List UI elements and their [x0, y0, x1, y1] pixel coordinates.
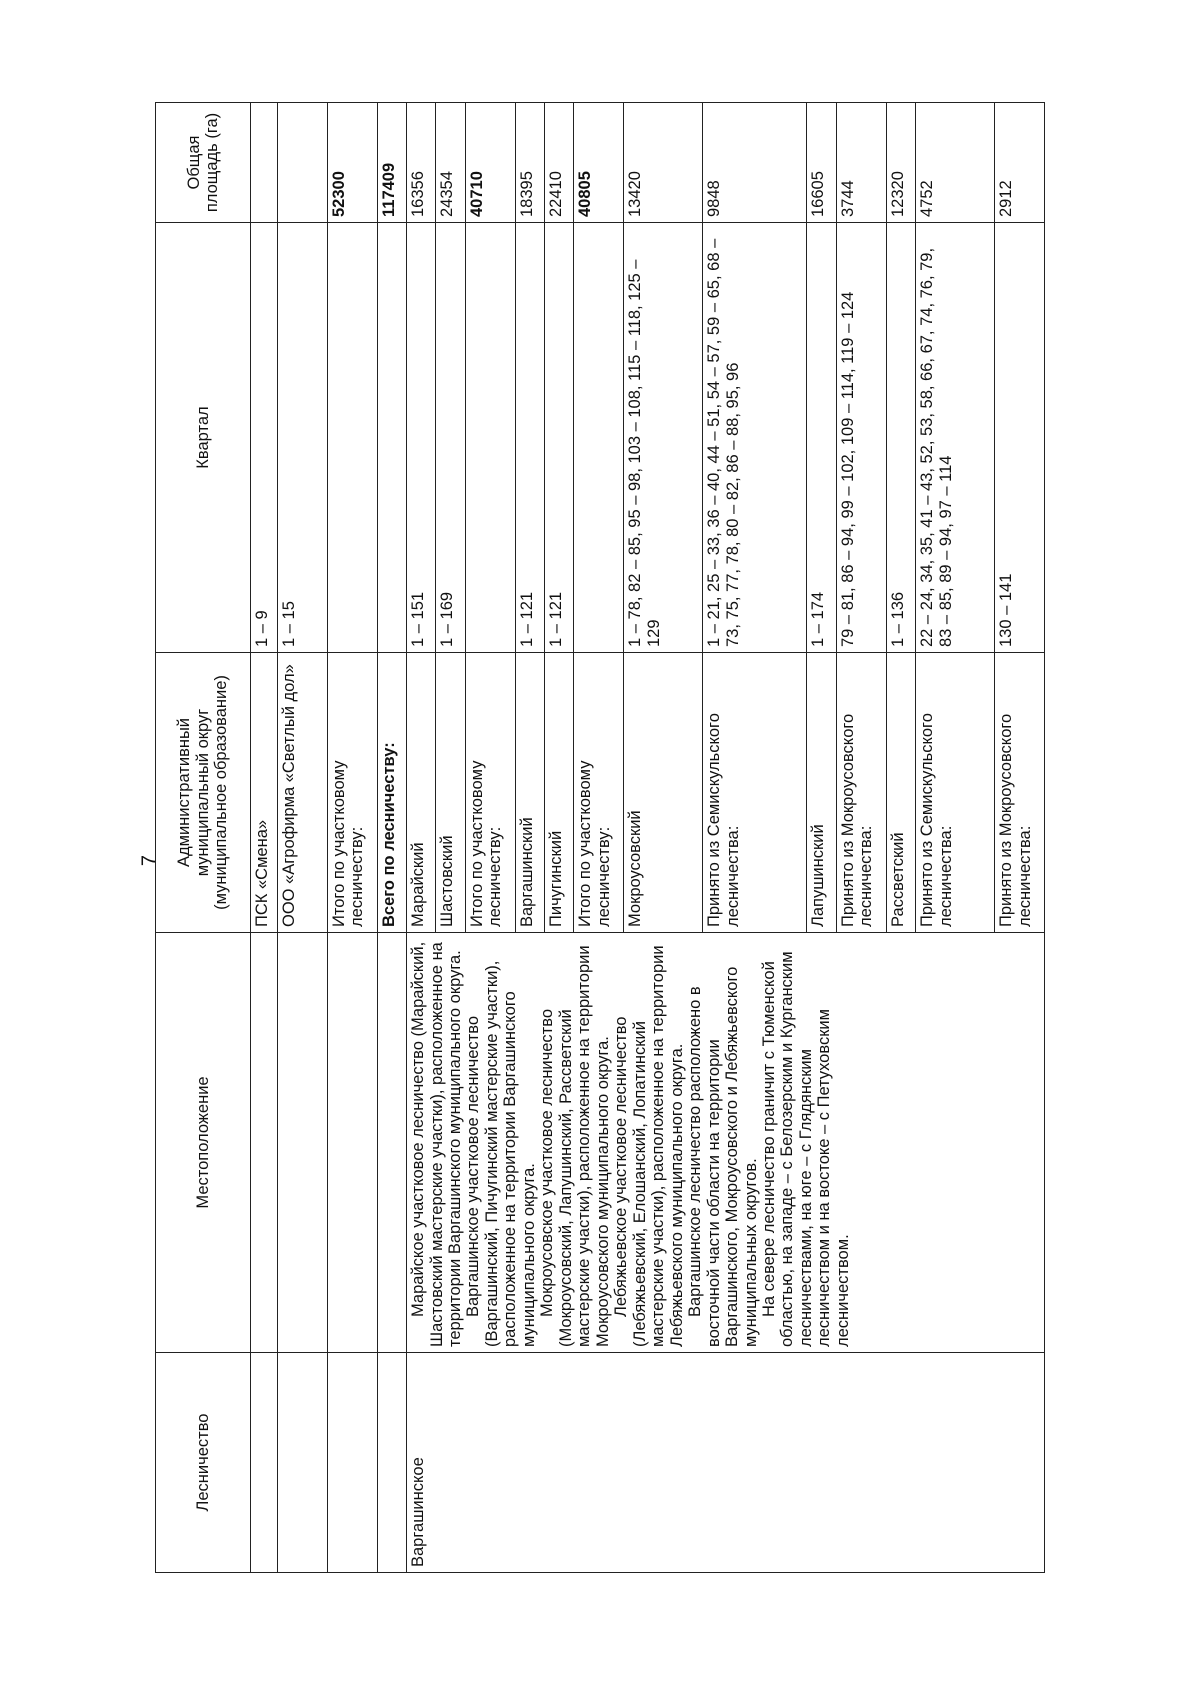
quarter-cell: 1 – 136	[886, 223, 915, 653]
district-cell: Марайский	[407, 653, 436, 933]
quarter-cell: 1 – 169	[436, 223, 465, 653]
quarter-cell: 1 – 78, 82 – 85, 95 – 98, 103 – 108, 115 – 118, 125 – 129	[624, 223, 703, 653]
header-district: Административный муниципальный округ (муниципальное образование)	[156, 653, 251, 933]
area-cell: 4752	[916, 103, 995, 223]
table-row	[278, 103, 328, 1573]
district-cell: Принято из Мокроусовского лесничества:	[836, 653, 886, 933]
header-area: Общая площадь (га)	[156, 103, 251, 223]
district-cell: Всего по лесничеству:	[377, 653, 406, 933]
quarter-cell: 1 – 121	[545, 223, 574, 653]
quarter-cell: 130 – 141	[995, 223, 1045, 653]
area-cell: 13420	[624, 103, 703, 223]
header-forestry: Лесничество	[156, 1353, 251, 1573]
area-cell: 24354	[436, 103, 465, 223]
district-cell: Шастовский	[436, 653, 465, 933]
area-cell: 18395	[515, 103, 544, 223]
quarter-cell: 1 – 21, 25 – 33, 36 – 40, 44 – 51, 54 – 57, 59 – 65, 68 – 73, 75, 77, 78, 80 – 82, 86 – 88, 95, 96	[703, 223, 807, 653]
header-quarter: Квартал	[156, 223, 251, 653]
quarter-cell: 1 – 9	[251, 223, 278, 653]
district-cell: Итого по участковому лесничеству:	[465, 653, 515, 933]
table-row	[377, 103, 406, 1573]
quarter-cell: 1 – 121	[515, 223, 544, 653]
district-cell: ООО «Агрофирма «Светлый дол»	[278, 653, 328, 933]
quarter-cell: 79 – 81, 86 – 94, 99 – 102, 109 – 114, 119 – 124	[836, 223, 886, 653]
area-cell: 16605	[807, 103, 836, 223]
district-cell: Принято из Семискульского лесничества:	[916, 653, 995, 933]
area-cell: 40805	[574, 103, 624, 223]
area-cell: 9848	[703, 103, 807, 223]
district-cell: Пичугинский	[545, 653, 574, 933]
area-cell	[278, 103, 328, 223]
forestry-name: Варгашинское	[407, 1353, 1045, 1573]
district-cell: Итого по участковому лесничеству:	[574, 653, 624, 933]
district-cell: Принято из Семискульского лесничества:	[703, 653, 807, 933]
quarter-cell: 22 – 24, 34, 35, 41 – 43, 52, 53, 58, 66, 67, 74, 76, 79, 83 – 85, 89 – 94, 97 – 114	[916, 223, 995, 653]
area-cell: 3744	[836, 103, 886, 223]
area-cell	[251, 103, 278, 223]
area-cell: 12320	[886, 103, 915, 223]
district-cell: Рассветский	[886, 653, 915, 933]
header-row	[156, 103, 251, 1573]
district-cell: Лапушинский	[807, 653, 836, 933]
district-cell: Варгашинский	[515, 653, 544, 933]
district-cell: Мокроусовский	[624, 653, 703, 933]
table-row	[327, 103, 377, 1573]
area-cell: 52300	[327, 103, 377, 223]
area-cell: 2912	[995, 103, 1045, 223]
area-cell: 40710	[465, 103, 515, 223]
district-cell: Принято из Мокроусовского лесничества:	[995, 653, 1045, 933]
quarter-cell	[574, 223, 624, 653]
district-cell: ПСК «Смена»	[251, 653, 278, 933]
area-cell: 16356	[407, 103, 436, 223]
header-location: Местоположение	[156, 933, 251, 1353]
quarter-cell: 1 – 15	[278, 223, 328, 653]
area-cell: 22410	[545, 103, 574, 223]
area-cell: 117409	[377, 103, 406, 223]
table-row	[251, 103, 278, 1573]
forestry-table	[155, 102, 1045, 1573]
location-description: Марайское участковое лесничество (Марайский, Шастовский мастерские участки), расположенное на территории Варгашинского муниципального округа. Варгашинское участковое лесничество (Варгашинский, Пичугинский мастерские участки), расположенное на территории Варгашинского муниципального округа. Мокроусовское участковое лесничество (Мокроусовский, Лапушинский, Рассветский мастерские участки), расположенное на территории Мокроусовского муниципального округа. Лебяжьевское участковое лесничество (Лебяжьевский, Елошанский, Лопатинский мастерские участки), расположенное на территории Лебяжьевского муниципального округа. Варгашинское лесничество расположено в восточной части области на территории Варгашинского, Мокроусовского и Лебяжьевского муниципальных округов. На севере лесничество граничит с Тюменской областью, на западе – с Белозерским и Курганским лесничествами, на юге – с Глядянским лесничеством и на востоке – с Петуховским лесничеством.	[407, 933, 1045, 1353]
quarter-cell	[377, 223, 406, 653]
table-row	[407, 103, 436, 1573]
quarter-cell	[465, 223, 515, 653]
district-cell: Итого по участковому лесничеству:	[327, 653, 377, 933]
page-number: 7	[138, 854, 161, 867]
rotated-table-container	[155, 103, 1045, 1573]
quarter-cell: 1 – 174	[807, 223, 836, 653]
quarter-cell	[327, 223, 377, 653]
quarter-cell: 1 – 151	[407, 223, 436, 653]
